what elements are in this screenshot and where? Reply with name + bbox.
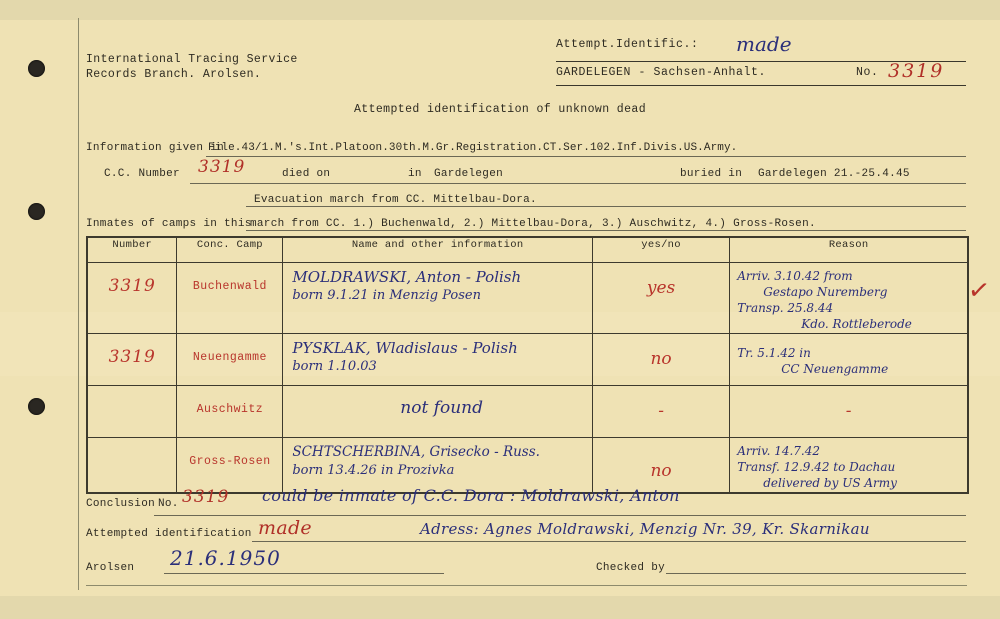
column-header-yesno: yes/no [592,238,729,263]
row-camp: Gross-Rosen [189,455,271,468]
row-reason-line-2: CC Neuengamme [781,362,889,376]
info-line-1-label: Information given in [86,142,225,154]
place-number-line [556,62,976,88]
place-date-checked-row [86,544,986,572]
row-name-line-1: not found [400,398,483,418]
row-reason-line-4: Kdo. Rottleberode [801,317,912,331]
row-number [89,439,175,451]
attempted-identification-row [86,516,986,544]
row-name-line-2: born 13.4.26 in Prozivka [292,463,455,478]
row-name-line-1: SCHTSCHERBINA, Grisecko - Russ. [292,444,540,460]
org-line-2: Records Branch. Arolsen. [86,68,262,81]
inmates-value: march from CC. 1.) Buchenwald, 2.) Mittelbau-Dora, 3.) Auschwitz, 4.) Gross-Rosen. [250,218,816,230]
address-text: Adress: Agnes Moldrawski, Menzig Nr. 39, Kr. Skarnikau [420,520,870,538]
row-number: 3319 [108,276,156,296]
row-reason-line-1: Tr. 5.1.42 in [737,346,811,360]
in-label: in [408,168,422,180]
conclusion-row [86,488,986,516]
died-on-label: died on [282,168,331,180]
cc-number-label: C.C. Number [104,168,180,180]
page-title: Attempted identification of unknown dead [353,103,647,116]
row-yesno: yes [646,278,676,298]
info-line-1-value: File.43/1.M.'s.Int.Platoon.30th.M.Gr.Registration.CT.Ser.102.Inf.Divis.US.Army. [208,142,738,154]
organization-block [86,52,298,82]
date-value: 21.6.1950 [170,546,281,570]
conclusion-no-label: No. [158,498,179,510]
punch-hole-icon [28,398,45,415]
footer-block [86,488,986,572]
info-line-2 [86,157,966,186]
header-right-block [556,32,976,88]
footer-divider [86,585,967,586]
row-reason-line-1: Arriv. 14.7.42 [737,444,821,458]
paper-band-top [0,0,1000,20]
row-number: 3319 [108,347,156,367]
death-place-value: Gardelegen [434,168,504,180]
table-header-row [88,238,968,263]
punch-hole-icon [28,203,45,220]
checked-by-label: Checked by [596,562,666,574]
table-row [88,386,968,438]
identification-table [86,236,969,494]
row-name-line-2: born 1.10.03 [292,359,377,374]
attempt-identification-value: made [736,32,792,56]
column-header-name: Name and other information [283,238,593,263]
column-header-reason: Reason [730,238,968,263]
row-reason-line-1: - [845,401,852,421]
attempted-identification-label: Attempted identification [86,528,252,540]
row-name-line-1: PYSKLAK, Wladislaus - Polish [292,339,518,357]
place-label-footer: Arolsen [86,562,135,574]
row-reason-line-3: delivered by US Army [763,476,897,490]
table-row [88,263,968,334]
attempt-identification-line [556,32,976,62]
row-yesno: no [650,349,672,369]
row-number [89,387,175,399]
attempt-identification-label: Attempt.Identific.: [556,38,699,51]
information-block [86,136,966,234]
row-reason-line-3: Transp. 25.8.44 [737,301,834,315]
row-reason-line-2: Transf. 12.9.42 to Dachau [737,460,896,474]
row-reason-line-2: Gestapo Nuremberg [763,285,888,299]
check-mark-icon: ✓ [966,274,992,308]
row-camp: Buchenwald [192,280,267,293]
column-header-camp: Conc. Camp [177,238,283,263]
info-line-4 [86,210,966,234]
number-value: 3319 [888,60,945,82]
attempted-identification-value: made [258,517,312,539]
number-label: No. [856,66,879,79]
burial-value: Gardelegen 21.-25.4.45 [758,168,910,180]
row-yesno: - [658,401,664,421]
row-name-line-2: born 9.1.21 in Menzig Posen [292,288,481,303]
conclusion-no-value: 3319 [182,487,230,507]
info-line-3 [86,186,966,210]
row-yesno: no [650,461,672,481]
org-line-1: International Tracing Service [86,53,298,66]
buried-in-label: buried in [680,168,743,180]
conclusion-text: could be inmate of C.C. Dora : Moldrawski, Anton [262,486,680,505]
paper-band-bottom [0,596,1000,619]
row-reason-line-1: Arriv. 3.10.42 from [737,269,853,283]
conclusion-label: Conclusion [86,498,156,510]
inmates-label: Inmates of camps in this [86,218,252,230]
cc-number-value: 3319 [198,157,246,177]
column-header-number: Number [88,238,177,263]
row-camp: Neuengamme [192,351,267,364]
punch-hole-icon [28,60,45,77]
place-label: GARDELEGEN - Sachsen-Anhalt. [556,66,767,79]
row-camp: Auschwitz [196,403,264,416]
evacuation-march-value: Evacuation march from CC. Mittelbau-Dora. [254,194,537,206]
table-row [88,334,968,386]
row-name-line-1: MOLDRAWSKI, Anton - Polish [292,268,522,286]
